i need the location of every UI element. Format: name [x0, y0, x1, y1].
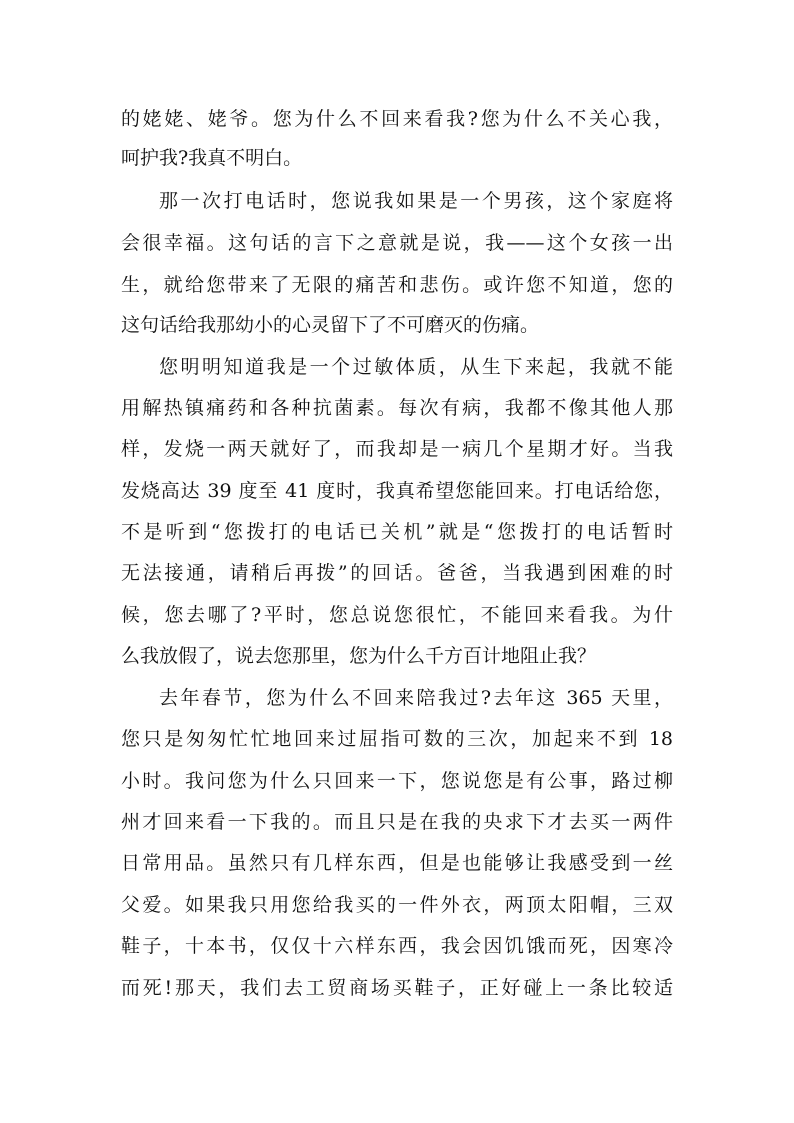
- text-line: 这句话给我那幼小的心灵留下了不可磨灭的伤痛。: [121, 314, 540, 336]
- text-line: 那一次打电话时，您说我如果是一个男孩，这个家庭将: [159, 190, 673, 212]
- text-line: 生，就给您带来了无限的痛苦和悲伤。或许您不知道，您的: [121, 274, 673, 296]
- text-line: 无法接通，请稍后再拨”的回话。爸爸，当我遇到困难的时: [121, 562, 673, 584]
- text-line: 不是听到“您拨打的电话已关机”就是“您拨打的电话暂时: [121, 521, 673, 543]
- text-line: 您只是匆匆忙忙地回来过屈指可数的三次，加起来不到 18: [121, 728, 673, 750]
- text-line: 您明明知道我是一个过敏体质，从生下来起，我就不能: [159, 356, 673, 378]
- text-line: 鞋子，十本书，仅仅十六样东西，我会因饥饿而死，因寒冷: [121, 935, 673, 957]
- text-line: 州才回来看一下我的。而且只是在我的央求下才去买一两件: [121, 811, 673, 833]
- text-line: 小时。我问您为什么只回来一下，您说您是有公事，路过柳: [121, 770, 673, 792]
- text-line: 父爱。如果我只用您给我买的一件外衣，两顶太阳帽，三双: [121, 894, 673, 916]
- text-line: 候，您去哪了?平时，您总说您很忙，不能回来看我。为什: [121, 604, 673, 626]
- text-line: 的姥姥、姥爷。您为什么不回来看我?您为什么不关心我，: [121, 108, 673, 130]
- text-line: 而死!那天，我们去工贸商场买鞋子，正好碰上一条比较适: [121, 977, 673, 999]
- text-line: 样，发烧一两天就好了，而我却是一病几个星期才好。当我: [121, 438, 673, 460]
- text-line: 用解热镇痛药和各种抗菌素。每次有病，我都不像其他人那: [121, 397, 673, 419]
- text-line: 呵护我?我真不明白。: [121, 147, 303, 169]
- text-line: 会很幸福。这句话的言下之意就是说，我——这个女孩一出: [121, 232, 673, 254]
- text-line: 么我放假了，说去您那里，您为什么千方百计地阻止我？: [121, 645, 597, 667]
- text-line: 日常用品。虽然只有几样东西，但是也能够让我感受到一丝: [121, 852, 673, 874]
- text-line: 发烧高达 39 度至 41 度时，我真希望您能回来。打电话给您，: [121, 480, 673, 502]
- text-line: 去年春节，您为什么不回来陪我过?去年这 365 天里，: [159, 687, 673, 709]
